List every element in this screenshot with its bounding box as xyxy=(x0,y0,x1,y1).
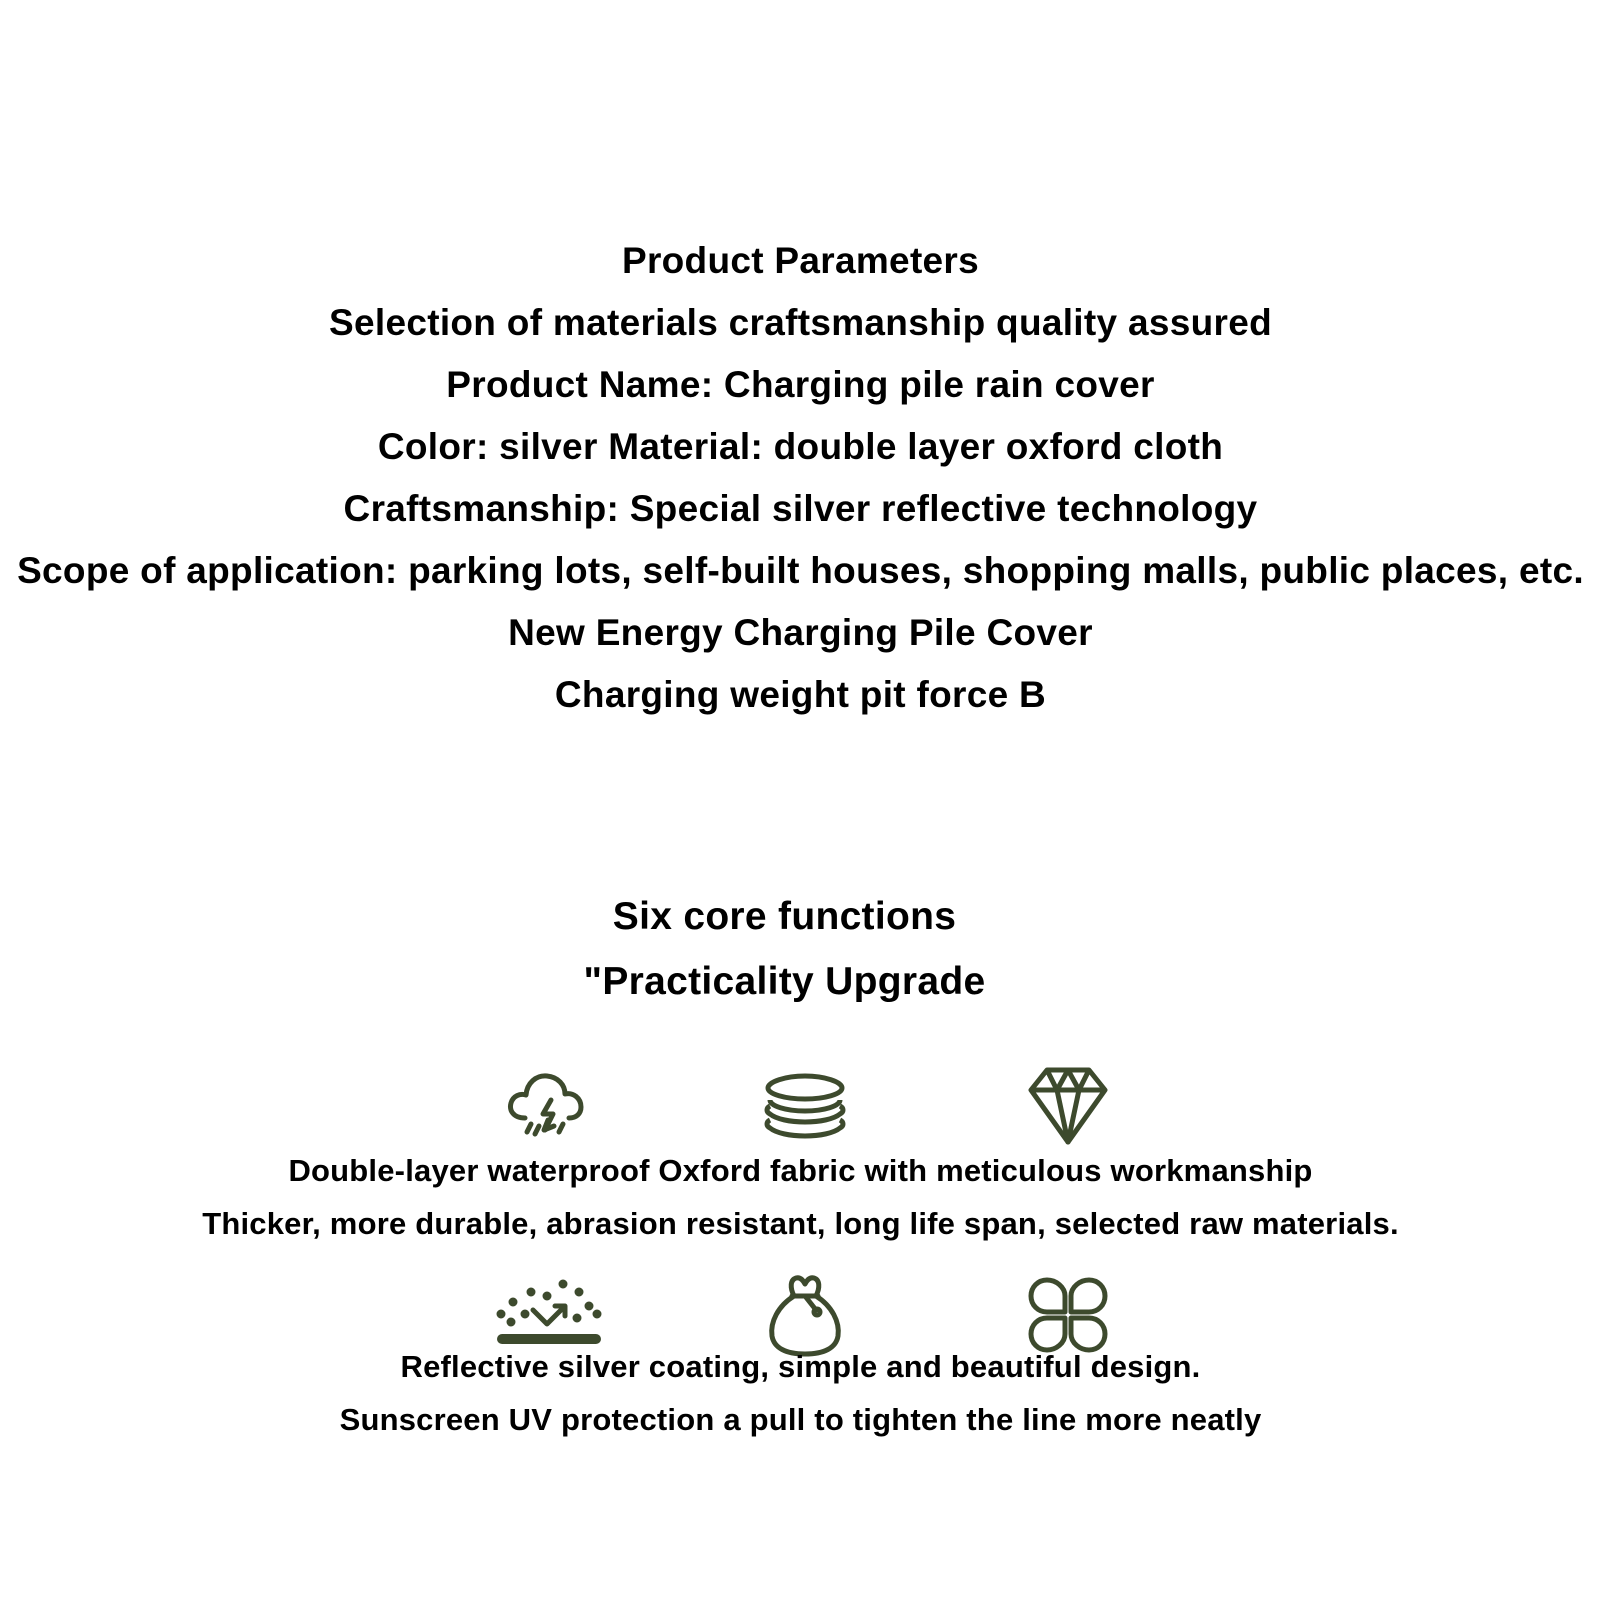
description-line: Sunscreen UV protection a pull to tighten the line more neatly xyxy=(339,1402,1262,1437)
functions-subtitle: "Practicality Upgrade xyxy=(583,960,986,1003)
function-description-2 xyxy=(0,1340,1601,1446)
parameter-line: Selection of materials craftsmanship quality assured xyxy=(329,302,1272,343)
product-parameters-section xyxy=(0,230,1601,726)
diamond-icon xyxy=(1023,1062,1113,1152)
parameter-line: Product Name: Charging pile rain cover xyxy=(446,364,1155,405)
parameter-line: New Energy Charging Pile Cover xyxy=(508,612,1093,653)
function-icons-row-1 xyxy=(0,1062,1601,1152)
description-line: Reflective silver coating, simple and beautiful design. xyxy=(400,1349,1201,1384)
storm-cloud-icon xyxy=(503,1062,593,1152)
parameter-line: Scope of application: parking lots, self-built houses, shopping malls, public places, etc. xyxy=(17,550,1584,591)
functions-title: Six core functions xyxy=(612,895,957,938)
parameter-line: Color: silver Material: double layer oxford cloth xyxy=(377,426,1224,467)
description-line: Thicker, more durable, abrasion resistant, long life span, selected raw materials. xyxy=(202,1206,1399,1241)
function-description-1 xyxy=(0,1144,1601,1250)
parameters-title: Product Parameters xyxy=(621,240,980,281)
parameter-line: Craftsmanship: Special silver reflective technology xyxy=(343,488,1258,529)
parameter-line: Charging weight pit force B xyxy=(554,674,1047,715)
layers-icon xyxy=(760,1062,850,1152)
functions-heading xyxy=(0,884,1569,1014)
description-line: Double-layer waterproof Oxford fabric with meticulous workmanship xyxy=(288,1153,1313,1188)
